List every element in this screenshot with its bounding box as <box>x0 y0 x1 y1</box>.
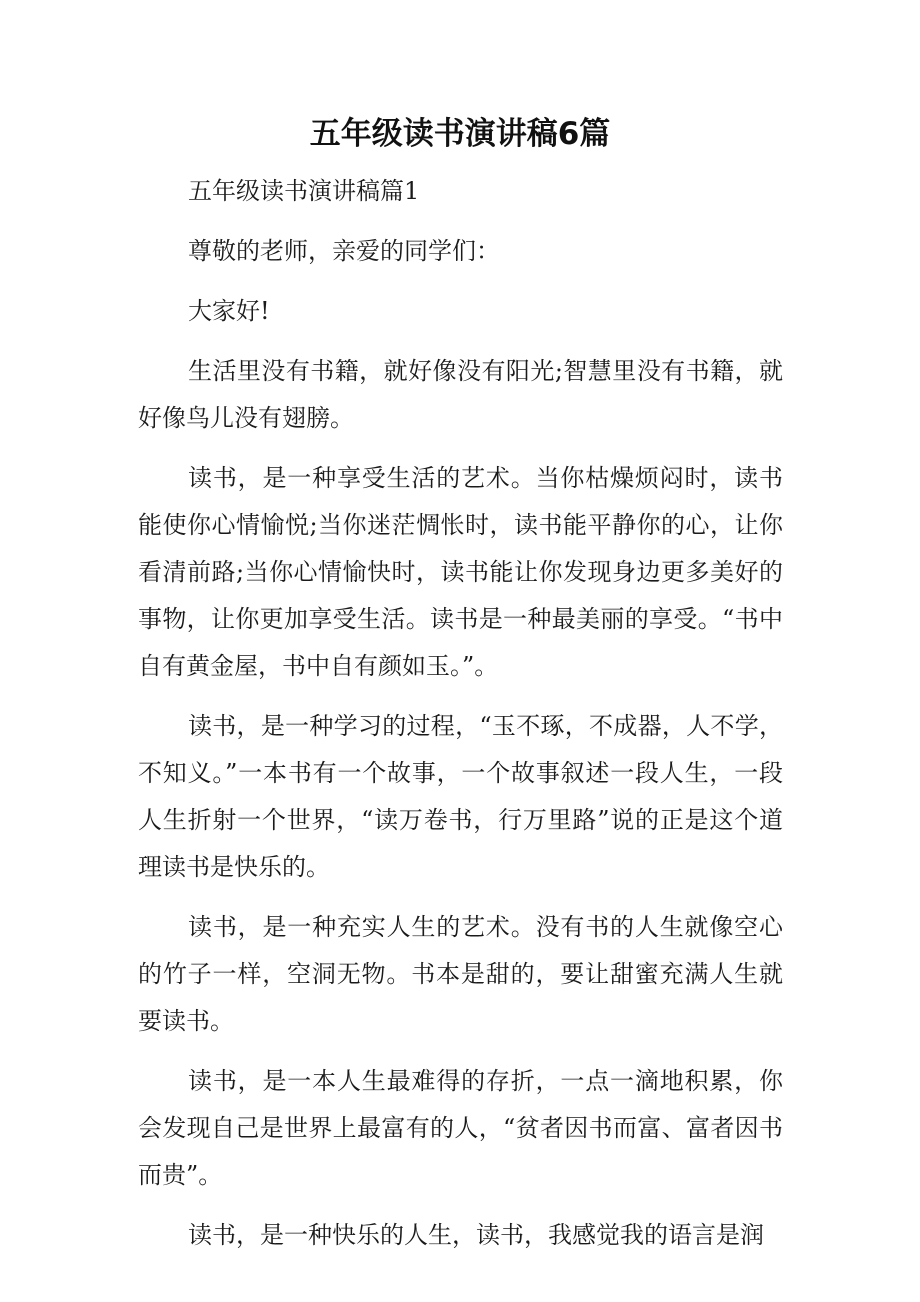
document-body <box>138 168 783 1272</box>
paragraph: 读书，是一种快乐的人生，读书，我感觉我的语言是润 <box>188 1221 764 1249</box>
greeting: 大家好! <box>188 297 270 325</box>
paragraph: 生活里没有书籍，就好像没有阳光;智慧里没有书籍，就好像鸟儿没有翅膀。 <box>138 357 783 432</box>
paragraph: 读书，是一种充实人生的艺术。没有书的人生就像空心的竹子一样，空洞无物。书本是甜的，要让甜蜜充满人生就要读书。 <box>138 913 783 1035</box>
paragraph: 读书，是一种学习的过程，“玉不琢，不成器，人不学，不知义。”一本书有一个故事，一个故事叙述一段人生，一段人生折射一个世界，“读万卷书，行万里路”说的正是这个道理读书是快乐的。 <box>138 712 783 881</box>
document-title: 五年级读书演讲稿6篇 <box>309 116 611 152</box>
salutation: 尊敬的老师，亲爱的同学们： <box>188 237 500 265</box>
section-heading: 五年级读书演讲稿篇1 <box>188 177 420 205</box>
paragraph: 读书，是一本人生最难得的存折，一点一滴地积累，你会发现自己是世界上最富有的人，“贫者因书而富、富者因书而贵”。 <box>138 1067 783 1189</box>
paragraph: 读书，是一种享受生活的艺术。当你枯燥烦闷时，读书能使你心情愉悦;当你迷茫惆怅时，读书能平静你的心，让你看清前路;当你心情愉快时，读书能让你发现身边更多美好的事物，让你更加享受生活。读书是一种最美丽的享受。“书中自有黄金屋，书中自有颜如玉。”。 <box>138 464 783 680</box>
